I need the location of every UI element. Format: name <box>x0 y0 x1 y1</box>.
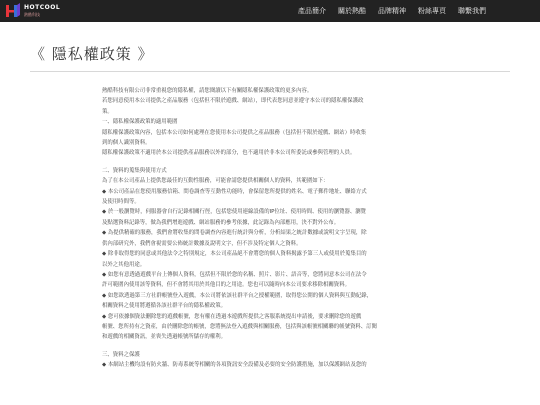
policy-heading: 一、隱私權保護政策的適用範圍 <box>102 119 178 126</box>
brand-subtitle: 熱酷科技 <box>24 12 40 17</box>
policy-bullet: ◆ 本網站主機均設有防火牆、防毒系統等相關的各項資訊安全設備及必要的安全防護措施，加以保護網站及您的 <box>102 362 367 369</box>
brand-mark-icon <box>6 3 20 19</box>
policy-bullet: ◆ 為提供精確的服務，我們會將收集的問卷調查內容進行統計與分析，分析結果之統計數據或說明文字呈現，除 <box>102 230 367 237</box>
nav-item-brand-spirit[interactable]: 品牌精神 <box>378 7 406 15</box>
section-gap <box>102 343 438 350</box>
policy-line: 到的個人識別資料。 <box>102 140 151 147</box>
nav-item-products[interactable]: 產品簡介 <box>298 7 326 15</box>
nav-item-fan-page[interactable]: 粉絲專頁 <box>418 7 446 15</box>
policy-line: 為了在本公司產品上提供您最佳的互動性服務，可能會請您提供相關個人的資料，其範圍如下： <box>102 178 329 185</box>
policy-line: 及點選資料記錄等，做為我們增進遊戲、網站服務的參考依據，此記錄為內部應用，決不對外公布。 <box>102 219 340 226</box>
policy-bullet: ◆ 除非取得您的同意或其他法令之特別規定，本公司產品絕不會將您的個人資料揭露予第三人或使用於蒐集目的 <box>102 251 367 258</box>
policy-line: 隱私權保護政策內容，包括本公司如何處理在您使用本公司提供之產品服務（包括但不限於遊戲、網站）時收集 <box>102 129 367 136</box>
policy-line: 策。 <box>102 108 113 115</box>
policy-line: 以外之其他用途。 <box>102 261 146 268</box>
policy-bullet: ◆ 本公司產品在您使用服務信箱、問卷調查等互動性功能時，會保留您所提供的姓名、電子郵件地址、聯絡方式 <box>102 188 367 195</box>
policy-line: 相關資料之使用將遵循各該社群平台的隱私權政策。 <box>102 303 226 310</box>
policy-bullet: ◆ 如您有意透過遊戲平台上傳個人資料，包括但不限於您的名稱、照片、影片、語音等，您將同意本公司在法令 <box>102 271 367 278</box>
policy-bullet: ◆ 您可依據個資法刪除您的遊戲帳號，您有權在透過本遊戲所提供之客服系統提出申請後，要求刪除您的遊戲 <box>102 313 362 320</box>
policy-heading: 二、資料的蒐集與使用方式 <box>102 167 167 174</box>
policy-line: 供內部研究外，我們會視需要公佈統計數據及說明文字，但不涉及特定個人之資料。 <box>102 240 302 247</box>
policy-line: 帳號、您所持有之資產，由於刪除您的帳號，您將無法登入遊戲與相關服務，包括與該帳號相關聯的帳號資料、訂閱 <box>102 323 377 330</box>
title-divider <box>30 71 510 72</box>
policy-line: 熱酷科技有限公司非常重視您的隱私權，請您閱讀以下有關隱私權保護政策的更多內容。 <box>102 88 313 94</box>
policy-line: 若您同意使用本公司提供之產品服務（包括但不限於遊戲、網站），即代表您同意並遵守本公司的隱私權保護政 <box>102 98 364 105</box>
nav-item-about[interactable]: 關於熱酷 <box>338 7 366 15</box>
policy-line: 隱私權保護政策不適用於本公司提供產品服務以外的部分，也不適用於非本公司所委託或參與管理的人員。 <box>102 150 356 157</box>
policy-content <box>102 86 438 371</box>
policy-line: 和遊戲的相關資訊，並喪失透過帳號所儲存的權利。 <box>102 334 226 341</box>
policy-line: 許可範圍內使用該等資料，但不會將其用於其他目的之用途。您也可以隨時向本公司要求移除相關資料。 <box>102 282 350 289</box>
policy-bullet: ◆ 於一般瀏覽時，伺服器會自行記錄相關行徑，包括您使用連線設備的IP位址、使用時間、使用的瀏覽器、瀏覽 <box>102 209 367 216</box>
brand-logo[interactable] <box>6 2 66 20</box>
policy-bullet: ◆ 如您欲透過第三方社群帳號登入遊戲，本公司將依該社群平台之授權範圍，取得您公開的個人資料與互動紀錄， <box>102 292 373 299</box>
policy-line: 及使用時間等。 <box>102 199 140 206</box>
brand-name: HOTCOOL <box>24 4 61 11</box>
nav-item-contact[interactable]: 聯繫我們 <box>458 7 486 15</box>
section-gap <box>102 159 438 166</box>
top-navigation-bar <box>0 0 540 22</box>
main-nav <box>286 0 486 22</box>
policy-heading: 三、資料之保護 <box>102 351 140 358</box>
page-title: 《 隱私權政策 》 <box>30 45 154 63</box>
